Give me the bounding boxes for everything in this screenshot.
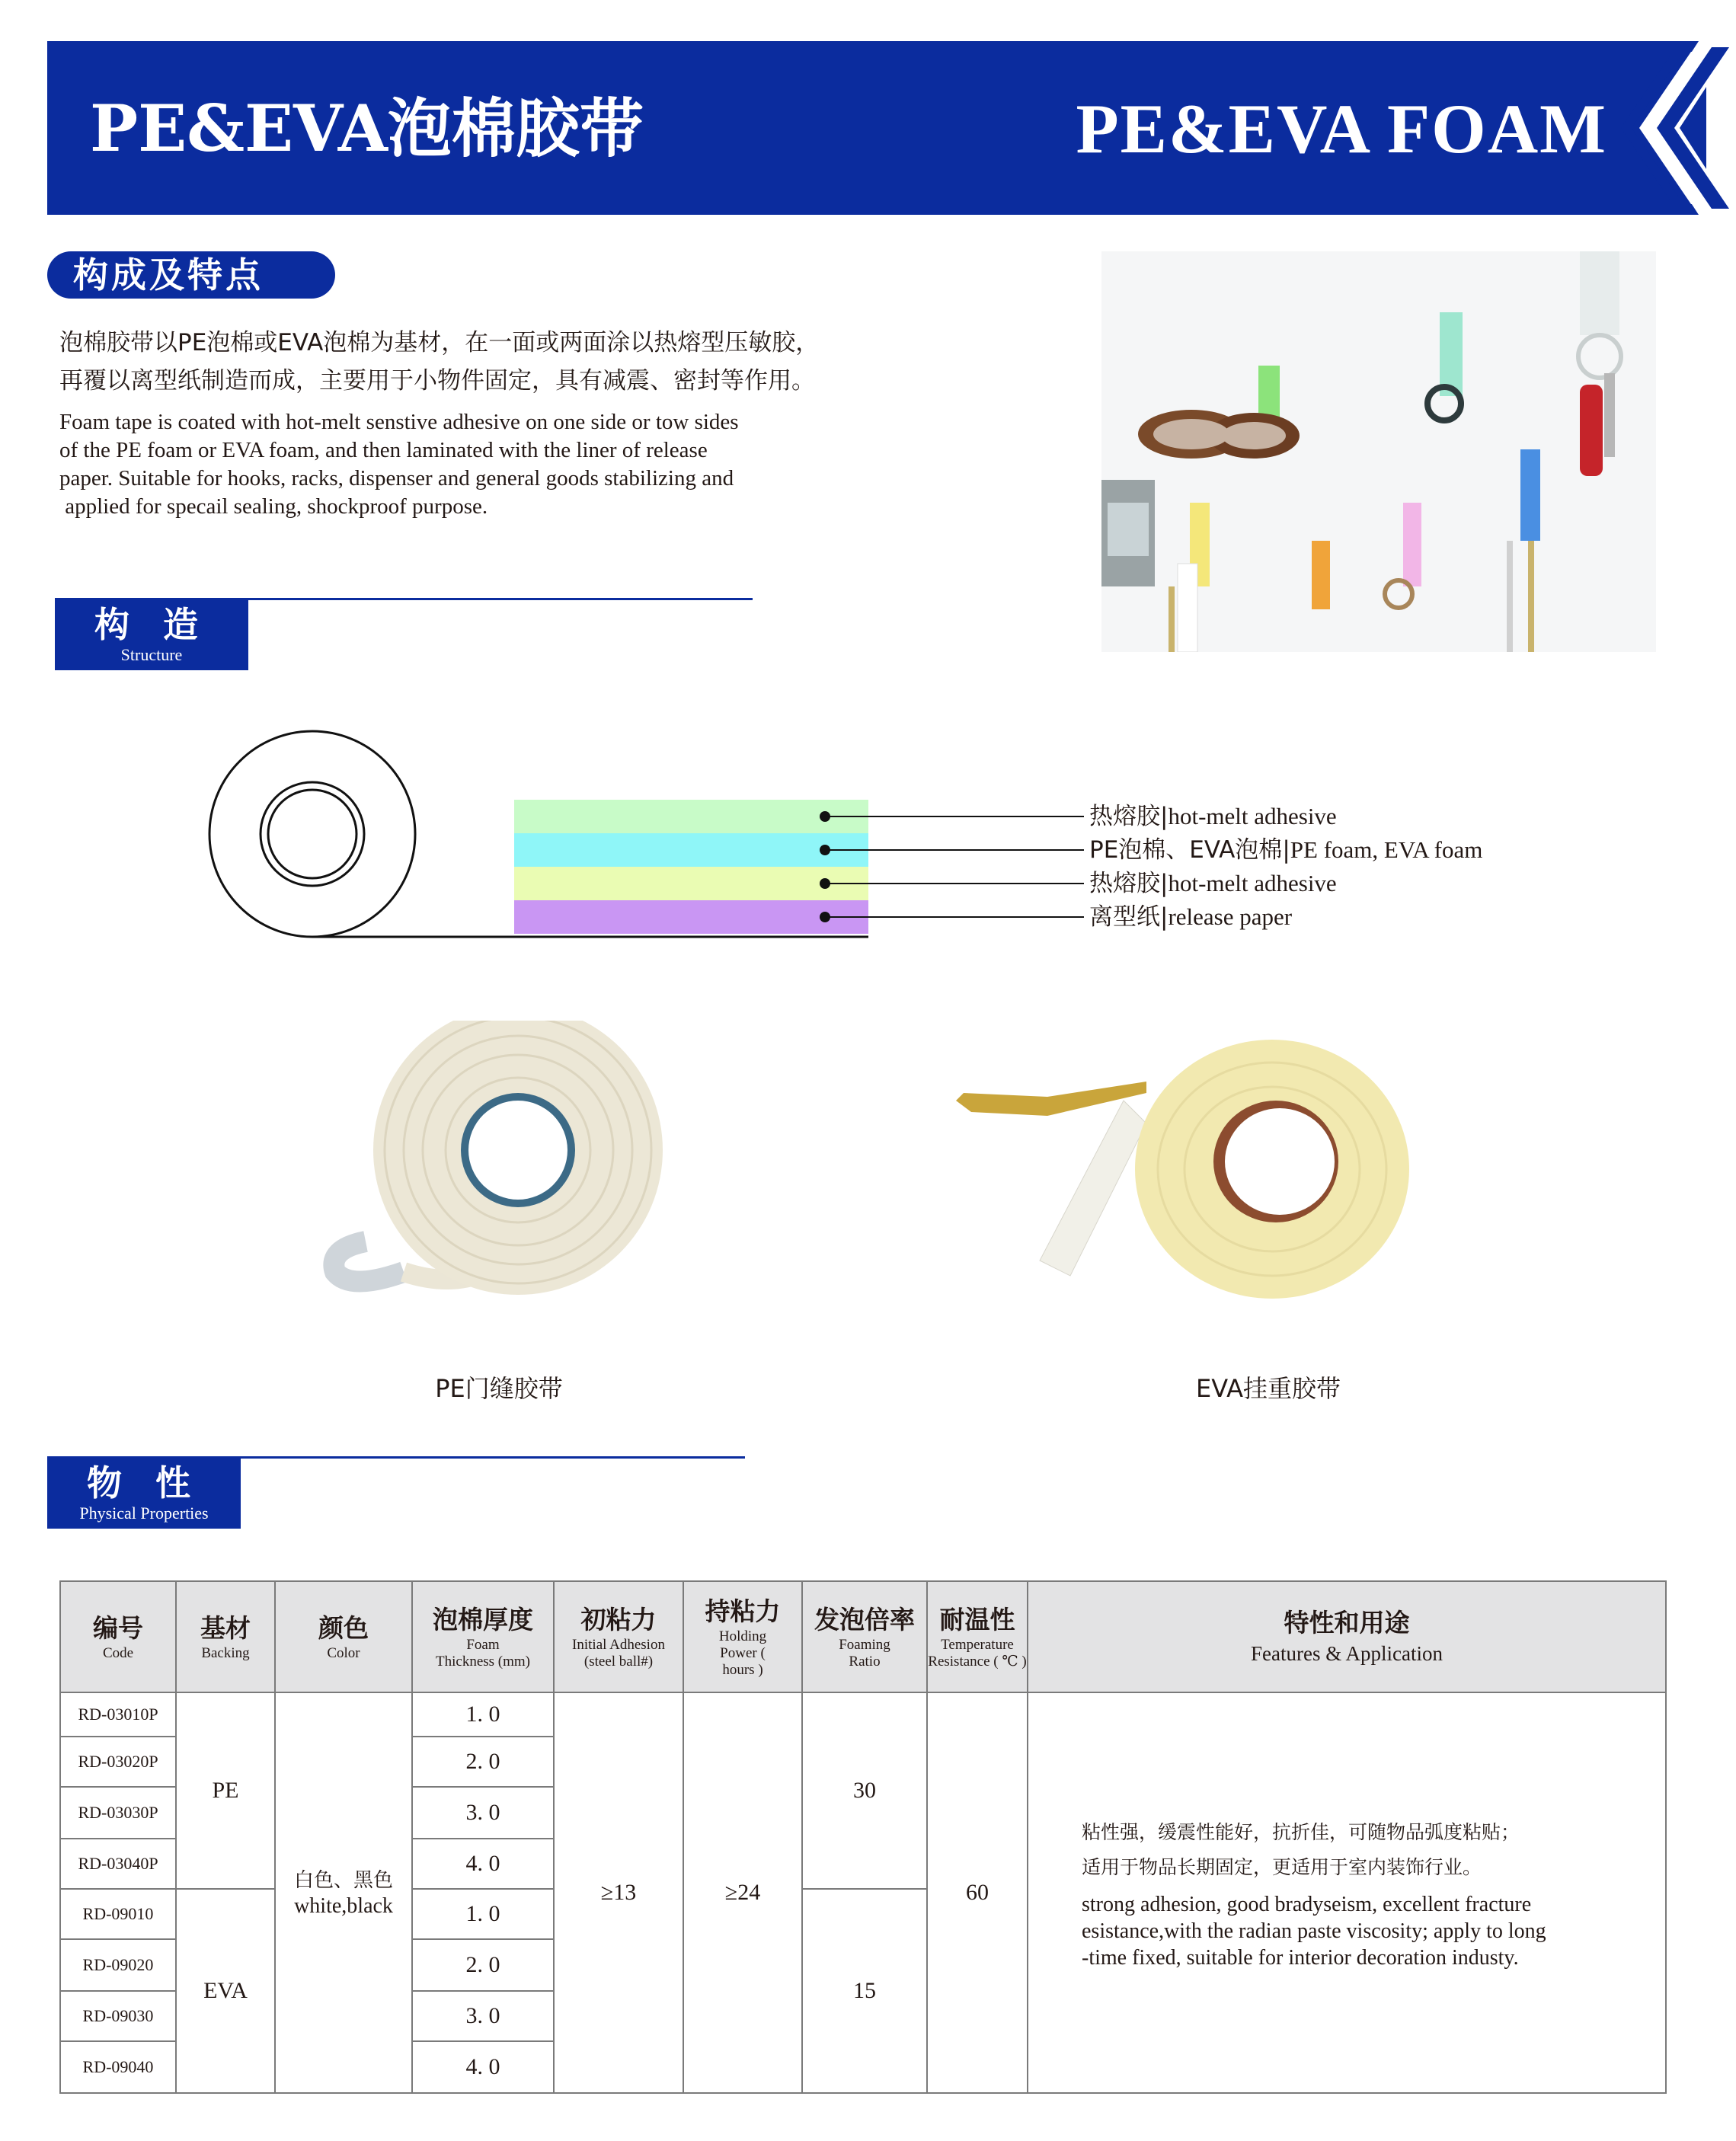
column-header-holding-power: 持粘力 Holding Power ( hours ): [683, 1581, 802, 1692]
composition-en-line: Foam tape is coated with hot-melt senstive adhesive on one side or tow sides: [59, 410, 739, 434]
code-cell: RD-03040P: [60, 1839, 176, 1889]
composition-en-line: of the PE foam or EVA foam, and then laminated with the liner of release: [59, 438, 708, 462]
color-cell: 白色、黑色 white,black: [275, 1692, 412, 2093]
backing-cell: EVA: [176, 1889, 275, 2093]
composition-text-en: [59, 408, 935, 521]
structure-heading-cn: 构 造: [94, 604, 209, 645]
code-cell: RD-03010P: [60, 1692, 176, 1737]
eva-tape-caption: EVA挂重胶带: [1196, 1374, 1341, 1403]
layer-adhesive-bottom: [514, 867, 868, 900]
thickness-cell: 2. 0: [412, 1737, 554, 1787]
layer-label: PE泡棉、EVA泡棉|PE foam, EVA foam: [1089, 836, 1483, 864]
column-header-temperature: 耐温性 Temperature Resistance ( ℃ ): [927, 1581, 1028, 1692]
thickness-cell: 3. 0: [412, 1787, 554, 1839]
title-cn: PE&EVA泡棉胶带: [90, 91, 644, 166]
structure-heading-en: Structure: [120, 645, 183, 664]
layer-release-paper: [514, 900, 868, 934]
composition-en-line: applied for specail sealing, shockproof purpose.: [59, 494, 488, 519]
column-header-features: 特性和用途 Features & Application: [1028, 1581, 1666, 1692]
thickness-cell: 1. 0: [412, 1889, 554, 1939]
code-cell: RD-09010: [60, 1889, 176, 1939]
composition-en-line: paper. Suitable for hooks, racks, dispenser and general goods stabilizing and: [59, 466, 734, 491]
section-heading-composition: 构成及特点: [47, 251, 335, 299]
foaming-ratio-cell: 30: [802, 1692, 927, 1889]
thickness-cell: 1. 0: [412, 1692, 554, 1737]
thickness-cell: 4. 0: [412, 2041, 554, 2093]
foaming-ratio-cell: 15: [802, 1889, 927, 2093]
pe-tape-photo: [320, 1021, 678, 1318]
layer-adhesive-top: [514, 800, 868, 833]
code-cell: RD-09030: [60, 1991, 176, 2041]
column-header-initial-adhesion: 初粘力 Initial Adhesion (steel ball#): [554, 1581, 683, 1692]
thickness-cell: 4. 0: [412, 1839, 554, 1889]
pe-tape-caption: PE门缝胶带: [435, 1374, 563, 1403]
composition-text-cn: [59, 324, 935, 400]
chevron-decoration-icon: [1584, 41, 1736, 215]
code-cell: RD-09020: [60, 1939, 176, 1991]
leader-line: [825, 883, 1084, 884]
column-header-foaming-ratio: 发泡倍率 Foaming Ratio: [802, 1581, 927, 1692]
features-cell: 粘性强，缓震性能好，抗折佳，可随物品弧度粘贴； 适用于物品长期固定，更适用于室内装饰行业。 strong adhesion, good bradyseism, excellent fracture esistance,with the radian paste viscosity; apply to long -time fixed, suitable for interior decoration industy.: [1028, 1692, 1666, 2093]
layer-label: 热熔胶|hot-melt adhesive: [1089, 870, 1337, 897]
table-header-row: [60, 1581, 1666, 1692]
column-header-thickness: 泡棉厚度 Foam Thickness (mm): [412, 1581, 554, 1692]
layer-foam: [514, 833, 868, 867]
column-header-color: 颜色 Color: [275, 1581, 412, 1692]
layer-label: 热熔胶|hot-melt adhesive: [1089, 803, 1337, 830]
usage-photo: [1101, 251, 1656, 652]
section-heading-properties: [47, 1459, 241, 1529]
composition-cn-line: 再覆以离型纸制造而成，主要用于小物件固定，具有减震、密封等作用。: [59, 367, 815, 395]
temperature-cell: 60: [927, 1692, 1028, 2093]
eva-tape-photo: [956, 1040, 1432, 1299]
backing-cell: PE: [176, 1692, 275, 1889]
code-cell: RD-03030P: [60, 1787, 176, 1839]
holding-power-cell: ≥24: [683, 1692, 802, 2093]
initial-adhesion-cell: ≥13: [554, 1692, 683, 2093]
code-cell: RD-09040: [60, 2041, 176, 2093]
properties-table: [59, 1580, 1667, 2094]
section-heading-structure: [55, 600, 248, 670]
thickness-cell: 2. 0: [412, 1939, 554, 1991]
leader-line: [825, 849, 1084, 851]
leader-line: [825, 916, 1084, 918]
column-header-code: 编号 Code: [60, 1581, 176, 1692]
composition-cn-line: 泡棉胶带以PE泡棉或EVA泡棉为基材，在一面或两面涂以热熔型压敏胶，: [59, 329, 820, 356]
column-header-backing: 基材 Backing: [176, 1581, 275, 1692]
layer-label: 离型纸|release paper: [1089, 903, 1293, 931]
properties-heading-cn: 物 性: [86, 1462, 201, 1503]
leader-line: [825, 816, 1084, 817]
title-en: PE&EVA FOAM: [1076, 90, 1607, 168]
thickness-cell: 3. 0: [412, 1991, 554, 2041]
table-row: [60, 1692, 1666, 1737]
code-cell: RD-03020P: [60, 1737, 176, 1787]
properties-heading-en: Physical Properties: [79, 1503, 209, 1523]
